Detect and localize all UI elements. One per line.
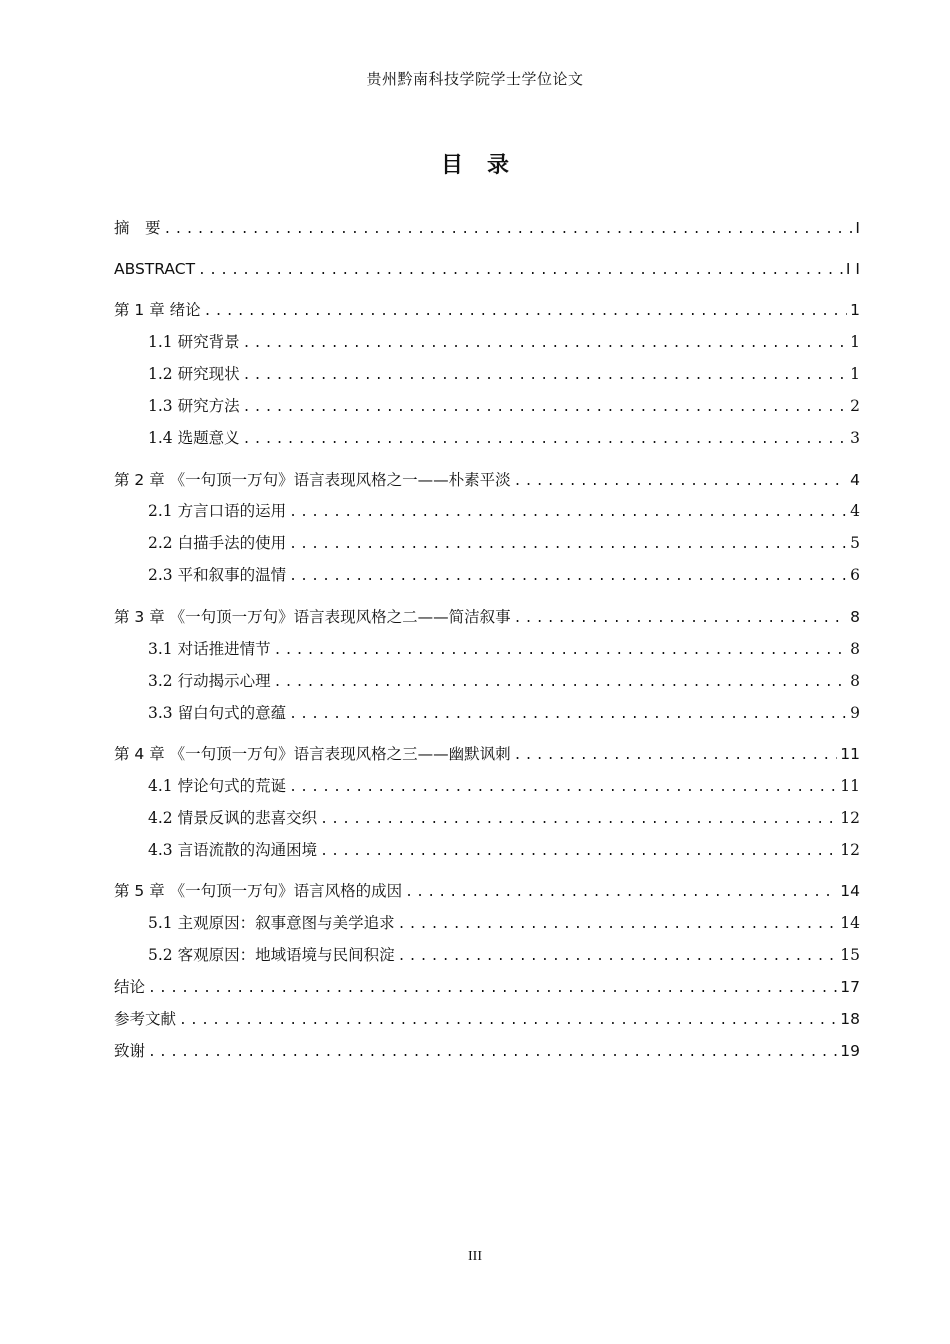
dot-leader (198, 260, 843, 282)
toc-entry-page: 18 (840, 1010, 860, 1028)
toc-title-char-1: 目 (440, 153, 463, 178)
dot-leader (243, 429, 848, 451)
dot-leader (243, 397, 848, 419)
toc-entry[interactable] (114, 1008, 860, 1030)
toc-entry[interactable] (114, 702, 860, 724)
dot-leader (289, 502, 847, 524)
toc-entry-label: 3.2 行动揭示心理 (148, 672, 271, 690)
toc-entry-label: 3.3 留白句式的意蕴 (148, 704, 287, 722)
toc-entry-page: 1 (850, 333, 860, 351)
toc-entry-label: 摘 要 (114, 219, 161, 237)
toc-entry-page: 8 (850, 608, 860, 626)
toc-entry-page: 12 (840, 809, 860, 827)
dot-leader (398, 946, 838, 968)
dot-leader (243, 365, 848, 387)
toc-entry-page: 2 (850, 397, 860, 415)
toc-entry-label: 4.1 悖论句式的荒诞 (148, 777, 287, 795)
running-header: 贵州黔南科技学院学士学位论文 (366, 70, 584, 88)
dot-leader (398, 914, 838, 936)
dot-leader (274, 672, 848, 694)
toc-entry[interactable] (114, 363, 860, 385)
dot-leader (148, 978, 837, 1000)
dot-leader (289, 534, 847, 556)
toc-entry[interactable] (114, 500, 860, 522)
dot-leader (164, 219, 853, 241)
toc-entry[interactable] (114, 944, 860, 966)
toc-entry[interactable] (114, 217, 860, 239)
toc-entry[interactable] (114, 976, 860, 998)
toc-entry-page: 17 (840, 978, 860, 996)
toc-entry[interactable] (114, 807, 860, 829)
dot-leader (514, 471, 847, 493)
toc-entry-label: 1.2 研究现状 (148, 365, 240, 383)
toc-entry[interactable] (114, 469, 860, 491)
dot-leader (148, 1042, 837, 1064)
toc-entry[interactable] (114, 638, 860, 660)
toc-entry-label: 5.1 主观原因：叙事意图与美学追求 (148, 914, 395, 932)
toc-entry-label: 参考文献 (114, 1010, 177, 1028)
toc-entry-page: 4 (850, 502, 860, 520)
dot-leader (243, 333, 848, 355)
toc-entry[interactable] (114, 564, 860, 586)
toc-entry-page: 14 (840, 914, 860, 932)
toc-entry-page: 14 (840, 882, 860, 900)
dot-leader (514, 745, 838, 767)
dot-leader (405, 882, 837, 904)
toc-entry[interactable] (114, 331, 860, 353)
page-number: III (468, 1249, 482, 1264)
toc-entry[interactable] (114, 532, 860, 554)
toc-entry-label: 第 1 章 绪论 (114, 301, 201, 319)
toc-entry-label: 4.2 情景反讽的悲喜交织 (148, 809, 318, 827)
toc-entry-label: 4.3 言语流散的沟通困境 (148, 841, 318, 859)
toc-entry-label: 3.1 对话推进情节 (148, 640, 271, 658)
toc-entry-page: 11 (840, 745, 860, 763)
toc-entry-label: 第 3 章 《一句顶一万句》语言表现风格之二——简洁叙事 (114, 608, 511, 626)
toc-entry-page: 11 (840, 777, 860, 795)
toc-entry[interactable] (114, 258, 860, 280)
toc-entry-page: 1 (850, 301, 860, 319)
dot-leader (320, 809, 837, 831)
toc-entry-label: 2.1 方言口语的运用 (148, 502, 287, 520)
dot-leader (179, 1010, 837, 1032)
toc-title-char-2: 录 (487, 153, 510, 178)
toc-entry-page: 4 (850, 471, 860, 489)
dot-leader (514, 608, 847, 630)
toc-entry-page: 15 (840, 946, 860, 964)
toc-entry[interactable] (114, 395, 860, 417)
toc-entry-page: 12 (840, 841, 860, 859)
dot-leader (289, 566, 847, 588)
toc-entry-page: 8 (850, 640, 860, 658)
toc-entry-label: 2.3 平和叙事的温情 (148, 566, 287, 584)
toc-entry-label: 第 2 章 《一句顶一万句》语言表现风格之一——朴素平淡 (114, 471, 511, 489)
toc-entry-page: 19 (840, 1042, 860, 1060)
toc-entry-label: 1.4 选题意义 (148, 429, 240, 447)
toc-entry-page: 3 (850, 429, 860, 447)
toc-entry-label: 2.2 白描手法的使用 (148, 534, 287, 552)
toc-entry[interactable] (114, 880, 860, 902)
toc-entry-page: I (855, 219, 860, 237)
toc-entry[interactable] (114, 775, 860, 797)
toc-entry[interactable] (114, 670, 860, 692)
toc-entry-page: 9 (850, 704, 860, 722)
toc-entry-page: 6 (850, 566, 860, 584)
dot-leader (320, 841, 837, 863)
toc-entry[interactable] (114, 299, 860, 321)
toc-entry[interactable] (114, 912, 860, 934)
toc-entry[interactable] (114, 839, 860, 861)
toc-entry-page: I I (845, 260, 860, 278)
toc-entry-page: 5 (850, 534, 860, 552)
toc-entry-label: 第 5 章 《一句顶一万句》语言风格的成因 (114, 882, 403, 900)
toc-entry-label: 5.2 客观原因：地域语境与民间积淀 (148, 946, 395, 964)
toc-entry[interactable] (114, 1040, 860, 1062)
toc-entry[interactable] (114, 606, 860, 628)
toc-entry-label: 致谢 (114, 1042, 146, 1060)
dot-leader (289, 704, 847, 726)
toc-entry-label: ABSTRACT (114, 260, 196, 278)
dot-leader (289, 777, 837, 799)
toc-entry-label: 第 4 章 《一句顶一万句》语言表现风格之三——幽默讽刺 (114, 745, 511, 763)
toc-entry[interactable] (114, 427, 860, 449)
toc-title (0, 148, 950, 179)
dot-leader (274, 640, 848, 662)
toc-entry[interactable] (114, 743, 860, 765)
toc-entry-label: 1.1 研究背景 (148, 333, 240, 351)
toc-entry-label: 结论 (114, 978, 146, 996)
toc-entry-label: 1.3 研究方法 (148, 397, 240, 415)
toc-entry-page: 1 (850, 365, 860, 383)
toc-entry-page: 8 (850, 672, 860, 690)
dot-leader (204, 301, 847, 323)
